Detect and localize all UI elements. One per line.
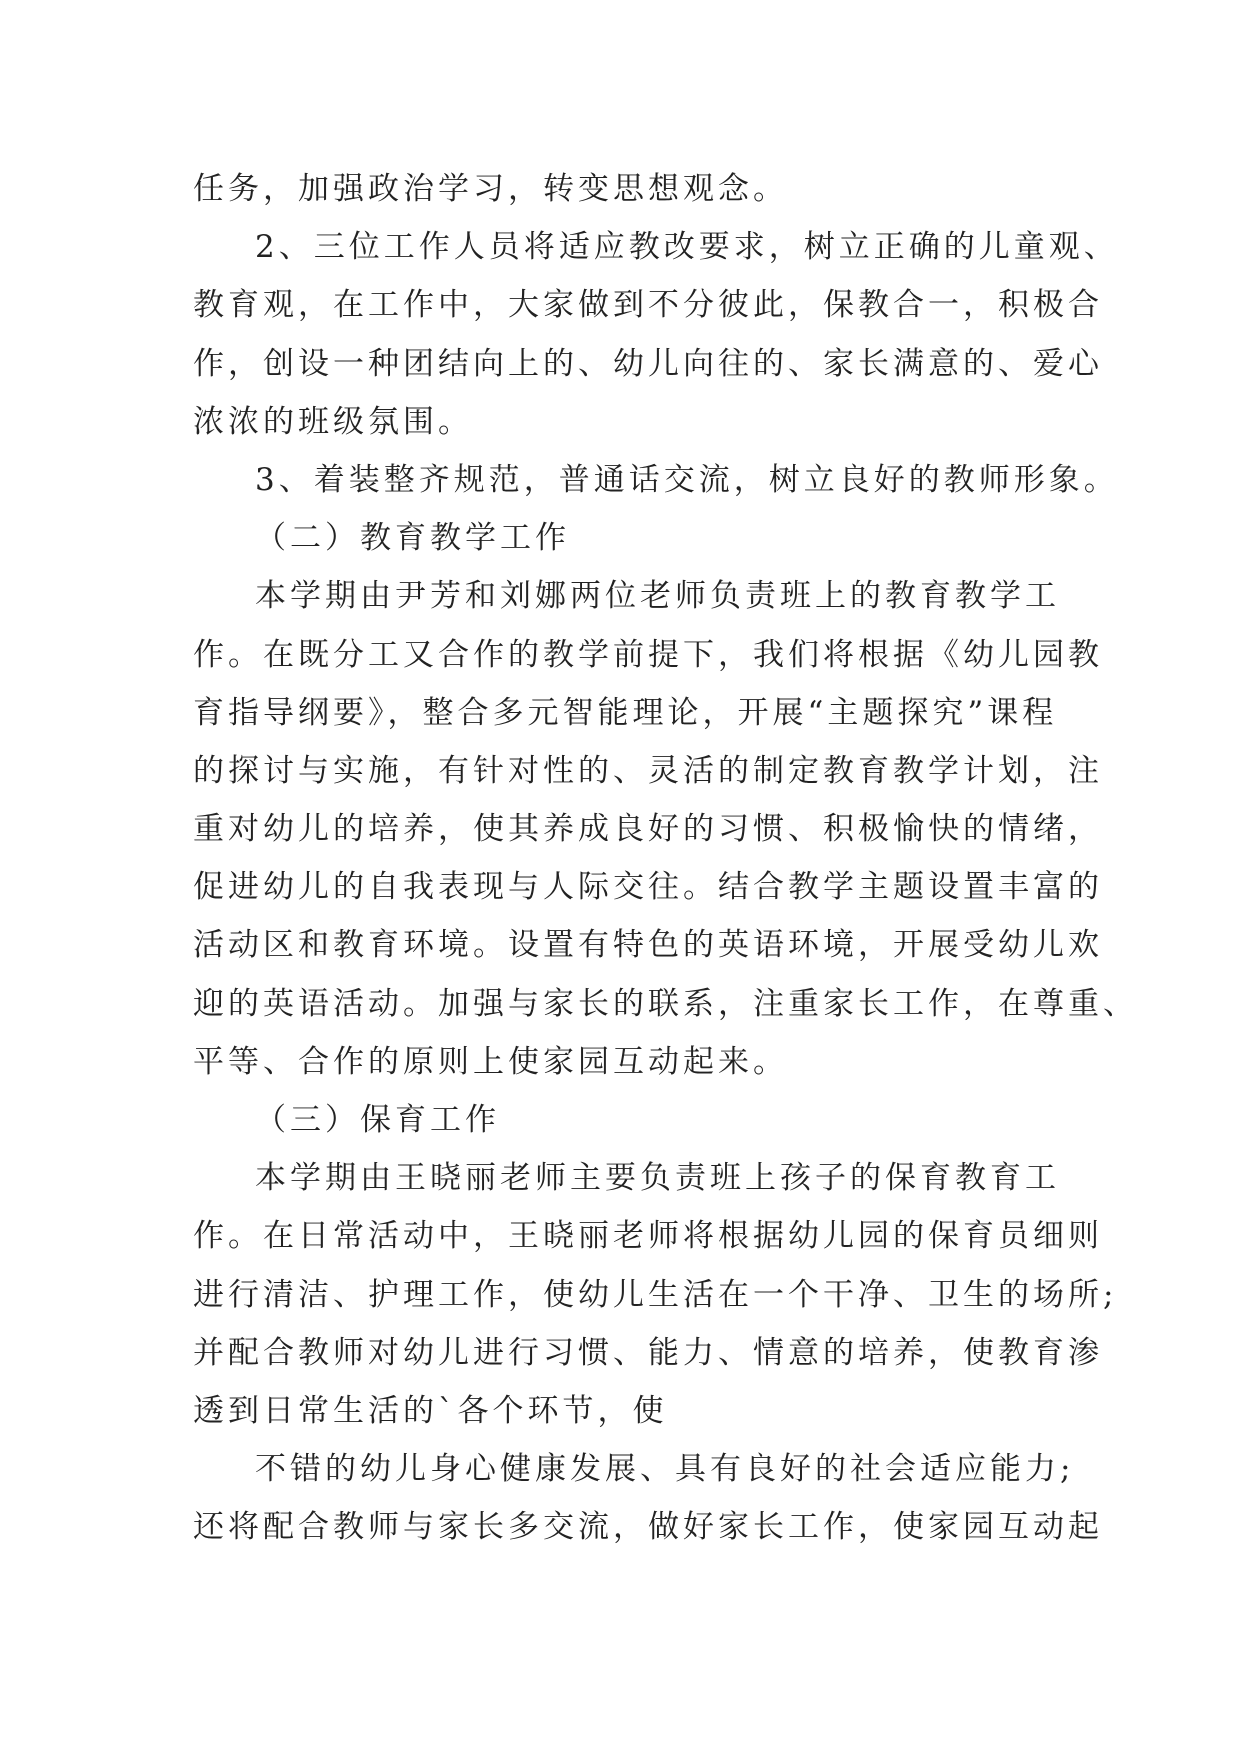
section-heading-3: （三）保育工作 [255, 1102, 500, 1138]
text-line-1: 任务，加强政治学习，转变思想观念。 [193, 171, 788, 207]
text-line-8: 本学期由尹芳和刘娜两位老师负责班上的教育教学工 [255, 578, 1060, 615]
text-line-3: 教育观，在工作中，大家做到不分彼此，保教合一，积极合 [193, 287, 1103, 324]
text-line-15: 迎的英语活动。加强与家长的联系，注重家长工作，在尊重、 [193, 985, 1138, 1022]
text-line-12: 重对幼儿的培养，使其养成良好的习惯、积极愉快的情绪， [193, 811, 1103, 848]
section-heading-2: （二）教育教学工作 [255, 520, 570, 557]
text-line-18: 本学期由王晓丽老师主要负责班上孩子的保育教育工 [255, 1160, 1060, 1197]
text-line-11: 的探讨与实施，有针对性的、灵活的制定教育教学计划，注 [193, 752, 1103, 789]
text-line-6: 3、着装整齐规范，普通话交流，树立良好的教师形象。 [255, 461, 1119, 498]
text-line-19: 作。在日常活动中，王晓丽老师将根据幼儿园的保育员细则 [193, 1218, 1103, 1255]
text-line-22: 透到日常生活的`各个环节，使 [193, 1392, 668, 1429]
text-line-24: 还将配合教师与家长多交流，做好家长工作，使家园互动起 [193, 1509, 1103, 1546]
text-line-23: 不错的幼儿身心健康发展、具有良好的社会适应能力; [255, 1451, 1075, 1488]
text-line-16: 平等、合作的原则上使家园互动起来。 [193, 1043, 788, 1080]
text-line-9: 作。在既分工又合作的教学前提下，我们将根据《幼儿园教 [193, 636, 1103, 673]
text-line-4: 作，创设一种团结向上的、幼儿向往的、家长满意的、爱心 [193, 345, 1103, 382]
text-line-5: 浓浓的班级氛围。 [193, 403, 473, 440]
text-line-13: 促进幼儿的自我表现与人际交往。结合教学主题设置丰富的 [193, 869, 1103, 906]
text-line-20: 进行清洁、护理工作，使幼儿生活在一个干净、卫生的场所; [193, 1276, 1118, 1313]
text-line-2: 2、三位工作人员将适应教改要求，树立正确的儿童观、 [255, 229, 1119, 266]
text-line-10: 育指导纲要》，整合多元智能理论，开展“主题探究”课程 [193, 694, 1058, 731]
text-line-21: 并配合教师对幼儿进行习惯、能力、情意的培养，使教育渗 [193, 1334, 1103, 1371]
document-body [193, 160, 1138, 1557]
text-line-14: 活动区和教育环境。设置有特色的英语环境，开展受幼儿欢 [193, 927, 1103, 964]
